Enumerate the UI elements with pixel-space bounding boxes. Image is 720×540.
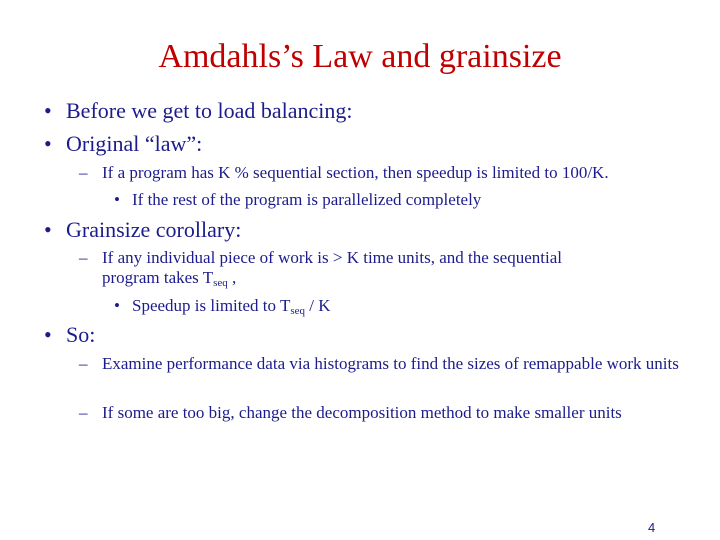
bullet-so: So: (66, 322, 96, 347)
sub-sub-bullet-speedup-tseq: Speedup is limited to $T_{seq}$ / K (132, 296, 331, 317)
bullet-marker: • (44, 131, 52, 156)
bullet-original-law: Original “law”: (66, 131, 203, 156)
tseq-subscript: seq (213, 277, 228, 289)
bullet-grainsize-corollary: Grainsize corollary: (66, 217, 242, 242)
sub-bullet-marker: – (79, 248, 88, 267)
slide-title: Amdahls’s Law and grainsize (158, 38, 562, 75)
sub-bullet-decomposition: If some are too big, change the decomposition method to make smaller units (102, 403, 622, 422)
sub-bullet-piece-of-work (102, 248, 562, 288)
sub-bullet-marker: – (79, 354, 88, 373)
bullet-marker: • (44, 217, 52, 242)
bullet-marker: • (44, 98, 52, 123)
sub-bullet-line-2: program takes $T_{seq}$ , (102, 268, 237, 289)
page-number: 4 (648, 520, 656, 535)
sub-bullet-marker: – (79, 403, 88, 422)
sub-bullet-marker: – (79, 163, 88, 182)
sub-bullet-histograms: Examine performance data via histograms to find the sizes of remappable work units (102, 354, 679, 373)
sub-sub-bullet-parallelized: If the rest of the program is parallelized completely (132, 190, 482, 209)
sub-sub-bullet-marker: • (114, 296, 120, 315)
sub-bullet-speedup-limit: If a program has K % sequential section, then speedup is limited to 100/K. (102, 163, 609, 182)
sub-bullet-line-1: If any individual piece of work is > K time units, and the sequential (102, 248, 562, 267)
bullet-before-load-balancing: Before we get to load balancing: (66, 98, 353, 123)
sub-sub-bullet-marker: • (114, 190, 120, 209)
tseq-subscript: seq (290, 305, 306, 317)
bullet-marker: • (44, 322, 52, 347)
